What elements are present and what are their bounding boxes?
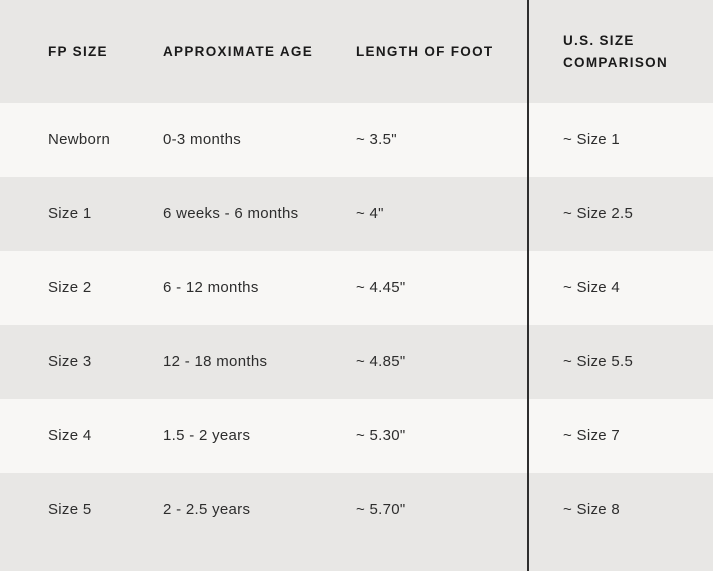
table-row [0, 177, 713, 251]
cell-length-of-foot: ~ 4" [356, 205, 384, 222]
cell-approximate-age: 0-3 months [163, 131, 242, 148]
table-row [0, 251, 713, 325]
cell-us-size: ~ Size 5.5 [563, 353, 634, 370]
cell-us-size: ~ Size 2.5 [563, 205, 634, 222]
cell-approximate-age: 2 - 2.5 years [163, 501, 251, 518]
cell-approximate-age: 6 - 12 months [163, 279, 259, 296]
table-row [0, 103, 713, 177]
table-header-row [0, 0, 713, 103]
cell-length-of-foot: ~ 4.85" [356, 353, 406, 370]
cell-length-of-foot: ~ 5.30" [356, 427, 406, 444]
cell-us-size: ~ Size 1 [563, 131, 621, 148]
cell-us-size: ~ Size 7 [563, 427, 621, 444]
header-length-of-foot: LENGTH OF FOOT [356, 43, 494, 59]
cell-fp-size: Size 3 [48, 353, 92, 370]
cell-fp-size: Size 1 [48, 205, 92, 222]
cell-approximate-age: 1.5 - 2 years [163, 427, 251, 444]
header-us-size-comparison: U.S. SIZE COMPARISON [563, 32, 669, 70]
cell-length-of-foot: ~ 5.70" [356, 501, 406, 518]
cell-length-of-foot: ~ 4.45" [356, 279, 406, 296]
table-row [0, 473, 713, 571]
cell-us-size: ~ Size 8 [563, 501, 621, 518]
us-size-column-divider [527, 0, 529, 571]
cell-length-of-foot: ~ 3.5" [356, 131, 397, 148]
table-row [0, 325, 713, 399]
header-fp-size: FP SIZE [48, 43, 108, 59]
cell-us-size: ~ Size 4 [563, 279, 621, 296]
cell-fp-size: Size 2 [48, 279, 92, 296]
cell-approximate-age: 6 weeks - 6 months [163, 205, 299, 222]
cell-fp-size: Size 5 [48, 501, 92, 518]
cell-fp-size: Size 4 [48, 427, 92, 444]
cell-fp-size: Newborn [48, 131, 111, 148]
table-row [0, 399, 713, 473]
cell-approximate-age: 12 - 18 months [163, 353, 268, 370]
header-approximate-age: APPROXIMATE AGE [163, 43, 314, 59]
